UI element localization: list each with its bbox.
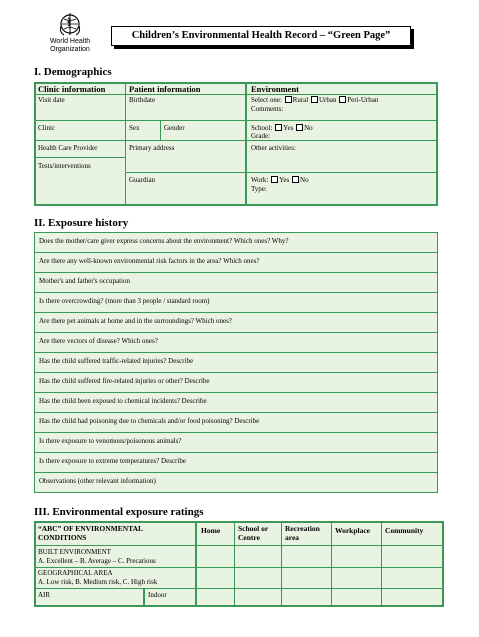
recreation-header-line2: area [285, 533, 300, 542]
exposure-question-row[interactable]: Has the child suffered traffic-related injuries? Describe [34, 353, 438, 373]
school-header-line1: School or [238, 524, 269, 533]
clinic-info-header: Clinic information [38, 84, 106, 94]
peri-urban-label: Peri-Urban [347, 96, 379, 104]
work-row [251, 176, 309, 185]
visit-date-label: Visit date [38, 96, 65, 104]
primary-address-label: Primary address [129, 144, 175, 152]
air-label: AIR [38, 591, 51, 599]
built-environment-label: BUILT ENVIRONMENT [38, 548, 111, 556]
work-no-checkbox[interactable] [292, 176, 299, 183]
workplace-header: Workplace [335, 526, 370, 535]
recreation-area-header [285, 524, 320, 542]
exposure-question-row[interactable]: Are there pet animals at home and in the surroundings? Which ones? [34, 313, 438, 333]
grade-label: Grade: [251, 132, 271, 140]
exposure-question-row[interactable]: Is there exposure to extreme temperatures? Describe [34, 453, 438, 473]
abc-header-line2: CONDITIONS [38, 533, 87, 542]
section-demographics-heading: I. Demographics [34, 66, 112, 78]
abc-header-line1: “ABC” OF ENVIRONMENTAL [38, 524, 144, 533]
rural-checkbox[interactable] [285, 96, 292, 103]
exposure-question-row[interactable]: Mother's and father's occupation [34, 273, 438, 293]
clinic-label: Clinic [38, 124, 56, 132]
work-yes-label: Yes [279, 176, 290, 184]
tests-label: Tests/interventions [38, 162, 91, 170]
community-header: Community [385, 526, 424, 535]
urban-checkbox[interactable] [311, 96, 318, 103]
who-emblem-icon [58, 12, 82, 38]
other-activities-label: Other activities: [251, 144, 296, 152]
guardian-label: Guardian [129, 176, 156, 184]
work-no-label: No [300, 176, 309, 184]
select-one-label: Select one: [251, 96, 282, 104]
org-name [36, 38, 104, 54]
exposure-question-row[interactable]: Observations (other relevant information) [34, 473, 438, 493]
school-yes-checkbox[interactable] [275, 124, 282, 131]
org-line2: Organization [50, 46, 90, 53]
geographical-area-label: GEOGRAPHICAL AREA [38, 569, 113, 577]
exposure-question-row[interactable]: Has the child had poisoning due to chemicals and/or food poisoning? Describe [34, 413, 438, 433]
sex-label: Sex [129, 124, 140, 132]
exposure-question-row[interactable]: Are there any well-known environmental risk factors in the area? Which ones? [34, 253, 438, 273]
exposure-question-row[interactable]: Are there vectors of disease? Which ones? [34, 333, 438, 353]
work-yes-checkbox[interactable] [271, 176, 278, 183]
type-label: Type: [251, 185, 267, 193]
exposure-question-row[interactable]: Does the mother/care giver express concerns about the environment? Which ones? Why? [34, 233, 438, 253]
gender-label: Gender [164, 124, 185, 132]
environment-header: Environment [251, 84, 300, 94]
setting-select-row [251, 96, 378, 105]
comments-label: Comments: [251, 105, 284, 113]
who-logo [36, 12, 104, 62]
patient-info-header: Patient information [129, 84, 201, 94]
section-exposure-heading: II. Exposure history [34, 217, 129, 229]
exposure-question-row[interactable]: Is there overcrowding? (more than 3 people / standard room) [34, 293, 438, 313]
school-no-label: No [304, 124, 313, 132]
exposure-question-row[interactable]: Is there exposure to venomous/poisonous animals? [34, 433, 438, 453]
school-no-checkbox[interactable] [296, 124, 303, 131]
peri-urban-checkbox[interactable] [339, 96, 346, 103]
exposure-question-row[interactable]: Has the child been exposed to chemical incidents? Describe [34, 393, 438, 413]
recreation-header-line1: Recreation [285, 524, 320, 533]
birthdate-label: Birthdate [129, 96, 156, 104]
school-header-line2: Centre [238, 533, 260, 542]
school-yes-label: Yes [283, 124, 294, 132]
built-environment-scale: A. Excellent – B. Average – C. Precarious [38, 557, 156, 565]
provider-label: Health Care Provider [38, 144, 98, 152]
rural-label: Rural [292, 96, 309, 104]
urban-label: Urban [318, 96, 337, 104]
document-title: Children’s Environmental Health Record – “Green Page” [111, 26, 411, 46]
geographical-area-scale: A. Low risk, B. Medium risk, C. High risk [38, 578, 158, 586]
home-header: Home [201, 526, 221, 535]
school-centre-header [238, 524, 268, 542]
section-ratings-heading: III. Environmental exposure ratings [34, 506, 204, 518]
work-label: Work: [251, 176, 269, 184]
school-label: School: [251, 124, 273, 132]
exposure-question-row[interactable]: Has the child suffered fire-related injuries or other? Describe [34, 373, 438, 393]
org-line1: World Health [49, 38, 91, 45]
abc-conditions-header [38, 524, 143, 542]
indoor-label: Indoor [148, 591, 167, 599]
